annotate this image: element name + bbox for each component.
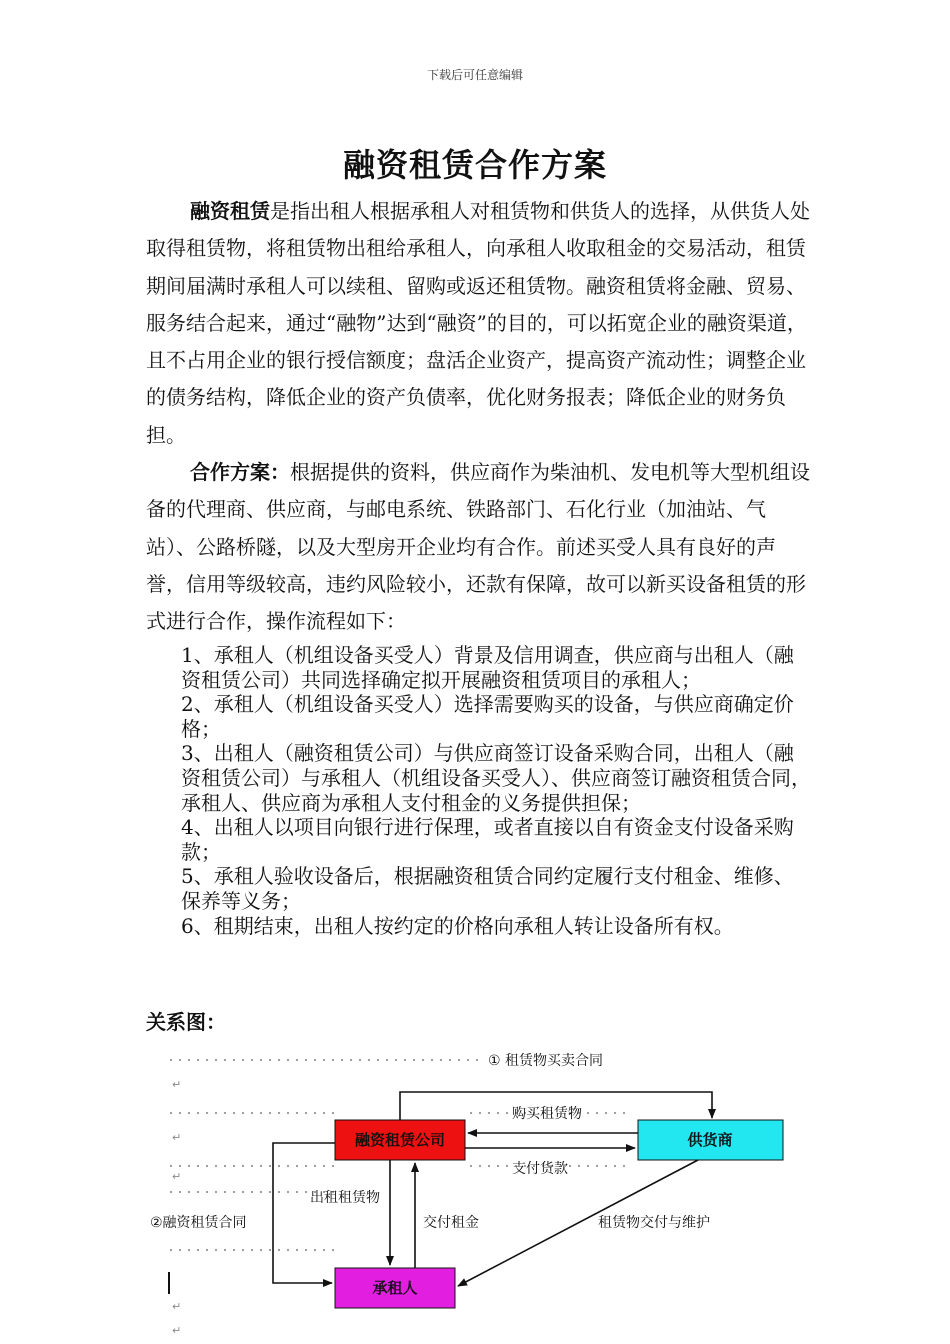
page-title: 融资租赁合作方案 bbox=[342, 146, 607, 184]
return-mark: ↵ bbox=[172, 1078, 182, 1091]
relationship-diagram bbox=[140, 1040, 820, 1340]
return-mark: ↵ bbox=[172, 1300, 182, 1313]
plan-lead: 合作方案： bbox=[190, 460, 290, 484]
lessee-label: 承租人 bbox=[372, 1279, 418, 1297]
diagram-heading: 关系图： bbox=[146, 1010, 226, 1034]
return-mark: ↵ bbox=[172, 1324, 182, 1337]
paragraph-plan bbox=[146, 454, 810, 640]
return-mark: ↵ bbox=[172, 1170, 182, 1183]
plan-body: 根据提供的资料，供应商作为柴油机、发电机等大型机组设备的代理商、供应商，与邮电系统、铁路部门、石化行业（加油站、气站）、公路桥隧，以及大型房开企业均有合作。前述买受人具有良好的声誉，信用等级较高，违约风险较小，还款有保障，故可以新买设备租赁的形式进行合作，操作流程如下： bbox=[146, 460, 810, 634]
step-item: 4、出租人以项目向银行进行保理，或者直接以自有资金支付设备采购款； bbox=[181, 815, 794, 864]
lease-contract-arrow bbox=[273, 1143, 335, 1283]
step-item: 3、出租人（融资租赁公司）与供应商签订设备采购合同，出租人（融资租赁公司）与承租人（机组设备买受人）、供应商签订融资租赁合同，承租人、供应商为承租人支付租金的义务提供担保； bbox=[181, 741, 811, 815]
step-item: 1、承租人（机组设备买受人）背景及信用调查，供应商与出租人（融资租赁公司）共同选择确定拟开展融资租赁项目的承租人； bbox=[181, 643, 794, 692]
payment-label: 支付货款 bbox=[512, 1161, 568, 1177]
delivery-label: 租赁物交付与维护 bbox=[598, 1215, 710, 1231]
purchase-label: 购买租赁物 bbox=[512, 1106, 582, 1122]
intro-body: 是指出租人根据承租人对租赁物和供货人的选择，从供货人处取得租赁物，将租赁物出租给承租人，向承租人收取租金的交易活动，租赁期间届满时承租人可以续租、留购或返还租赁物。融资租赁将金融、贸易、服务结合起来，通过“融物”达到“融资”的目的，可以拓宽企业的融资渠道，且不占用企业的银行授信额度；盘活企业资产，提高资产流动性；调整企业的债务结构，降低企业的资产负债率，优化财务报表；降低企业的财务负担。 bbox=[146, 199, 810, 447]
lessor-label: 融资租赁公司 bbox=[354, 1131, 446, 1149]
lease-contract-label: ②融资租赁合同 bbox=[150, 1215, 247, 1231]
return-mark: ↵ bbox=[172, 1131, 182, 1144]
supplier-label: 供货商 bbox=[687, 1131, 733, 1149]
sale-contract-label: ① 租赁物买卖合同 bbox=[488, 1053, 604, 1069]
step-item: 5、承租人验收设备后，根据融资租赁合同约定履行支付租金、维修、保养等义务； bbox=[181, 864, 794, 913]
pay-rent-label: 交付租金 bbox=[423, 1215, 479, 1231]
header-note: 下载后可任意编辑 bbox=[426, 68, 523, 82]
step-item: 2、承租人（机组设备买受人）选择需要购买的设备，与供应商确定价格； bbox=[181, 692, 794, 741]
step-item: 6、租期结束，出租人按约定的价格向承租人转让设备所有权。 bbox=[181, 913, 734, 938]
intro-lead: 融资租赁 bbox=[190, 199, 270, 223]
process-steps bbox=[181, 643, 811, 938]
paragraph-intro bbox=[146, 193, 810, 454]
lease-out-label: 出租租赁物 bbox=[310, 1190, 380, 1206]
